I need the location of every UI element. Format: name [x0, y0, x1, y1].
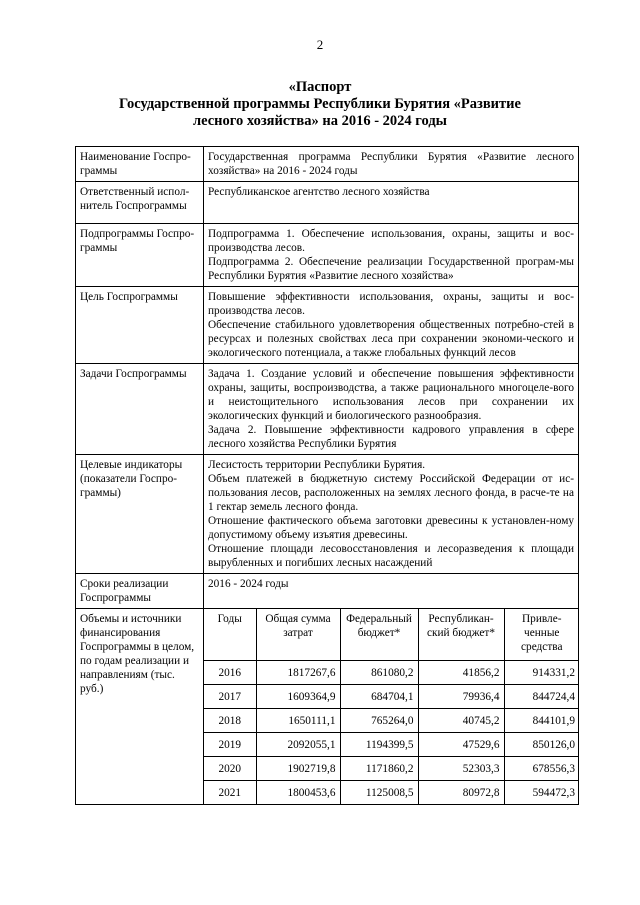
value-line: Государственная программа Республики Бурятия «Развитие лесного хозяйства» на 2016 - 2024 годы	[208, 151, 574, 177]
cell-republic: 47529,6	[418, 733, 504, 757]
passport-table	[75, 146, 579, 805]
row-terms	[76, 574, 579, 609]
cell-total: 2092055,1	[256, 733, 340, 757]
value-program-name	[204, 147, 579, 182]
label-responsible: Ответственный испол-нитель Госпрограммы	[76, 182, 204, 224]
page-number: 2	[316, 37, 324, 52]
cell-federal: 1125008,5	[340, 781, 418, 805]
value-line: Лесистость территории Республики Бурятия.	[208, 459, 426, 471]
label-tasks: Задачи Госпрограммы	[76, 364, 204, 455]
table-row	[204, 661, 579, 685]
cell-year: 2021	[204, 781, 256, 805]
value-line: 2016 - 2024 годы	[208, 578, 289, 590]
value-subprograms	[204, 224, 579, 287]
cell-total: 1800453,6	[256, 781, 340, 805]
cell-federal: 684704,1	[340, 685, 418, 709]
value-line: Повышение эффективности использования, охраны, защиты и вос-производства лесов.	[208, 291, 574, 317]
cell-year: 2017	[204, 685, 256, 709]
row-indicators	[76, 455, 579, 574]
cell-republic: 80972,8	[418, 781, 504, 805]
value-responsible	[204, 182, 579, 224]
header-republic: Республикан-ский бюджет*	[418, 609, 504, 661]
title-line-1: «Паспорт	[288, 79, 352, 95]
cell-republic: 52303,3	[418, 757, 504, 781]
cell-federal: 1171860,2	[340, 757, 418, 781]
cell-attracted: 678556,3	[504, 757, 579, 781]
header-attracted: Привле-ченные средства	[504, 609, 579, 661]
cell-republic: 40745,2	[418, 709, 504, 733]
finance-cell	[204, 609, 579, 805]
finance-header-row	[204, 609, 579, 661]
document-title	[60, 79, 580, 130]
label-finance: Объемы и источники финансирования Госпрограммы в целом, по годам реализации и направлениям (тыс. руб.)	[76, 609, 204, 805]
value-terms	[204, 574, 579, 609]
value-line: Подпрограмма 2. Обеспечение реализации Государственной програм-мы Республики Бурятия «Развитие лесного хозяйства»	[208, 256, 574, 282]
cell-total: 1817267,6	[256, 661, 340, 685]
cell-year: 2019	[204, 733, 256, 757]
cell-year: 2016	[204, 661, 256, 685]
finance-table	[204, 609, 579, 804]
value-line: Задача 2. Повышение эффективности кадрового управления в сфере лесного хозяйства Республики Бурятия	[208, 424, 574, 450]
cell-total: 1650111,1	[256, 709, 340, 733]
title-line-3: лесного хозяйства» на 2016 - 2024 годы	[192, 113, 448, 129]
label-program-name: Наименование Госпро-граммы	[76, 147, 204, 182]
row-goal	[76, 287, 579, 364]
cell-attracted: 844724,4	[504, 685, 579, 709]
cell-attracted: 844101,9	[504, 709, 579, 733]
value-line: Отношение площади лесовосстановления и лесоразведения к площади вырубленных и погибших лесных насаждений	[208, 543, 574, 569]
value-line: Подпрограмма 1. Обеспечение использования, охраны, защиты и вос-производства лесов.	[208, 228, 574, 254]
cell-attracted: 594472,3	[504, 781, 579, 805]
header-years: Годы	[204, 609, 256, 661]
value-line: Республиканское агентство лесного хозяйства	[208, 186, 430, 198]
label-indicators: Целевые индикаторы (показатели Госпро-граммы)	[76, 455, 204, 574]
title-line-2: Государственной программы Республики Бурятия «Развитие	[119, 96, 521, 112]
cell-republic: 79936,4	[418, 685, 504, 709]
cell-total: 1902719,8	[256, 757, 340, 781]
cell-republic: 41856,2	[418, 661, 504, 685]
cell-attracted: 850126,0	[504, 733, 579, 757]
row-tasks	[76, 364, 579, 455]
cell-federal: 1194399,5	[340, 733, 418, 757]
cell-attracted: 914331,2	[504, 661, 579, 685]
value-line: Отношение фактического объема заготовки древесины к установлен-ному допустимому объему изъятия древесины.	[208, 515, 574, 541]
cell-year: 2018	[204, 709, 256, 733]
row-finance	[76, 609, 579, 805]
table-row	[204, 757, 579, 781]
value-tasks	[204, 364, 579, 455]
label-terms: Сроки реализации Госпрограммы	[76, 574, 204, 609]
value-line: Обеспечение стабильного удовлетворения общественных потребно-стей в ресурсах и полезных свойствах леса при сохранении экономи-ческого и экологического потенциала, а также глобальных функций лесов	[208, 319, 574, 359]
value-line: Задача 1. Создание условий и обеспечение повышения эффективности охраны, защиты, воспроизводства, а также рационального многоцеле-вого и неистощительного использования лесов при сохранении их экологических функций и биологического разнообразия.	[208, 368, 574, 422]
label-goal: Цель Госпрограммы	[76, 287, 204, 364]
cell-federal: 861080,2	[340, 661, 418, 685]
label-subprograms: Подпрограммы Госпро-граммы	[76, 224, 204, 287]
table-row	[204, 685, 579, 709]
row-responsible	[76, 182, 579, 224]
value-indicators	[204, 455, 579, 574]
table-row	[204, 781, 579, 805]
row-program-name	[76, 147, 579, 182]
table-row	[204, 733, 579, 757]
row-subprograms	[76, 224, 579, 287]
cell-year: 2020	[204, 757, 256, 781]
cell-total: 1609364,9	[256, 685, 340, 709]
value-goal	[204, 287, 579, 364]
table-row	[204, 709, 579, 733]
value-line: Объем платежей в бюджетную систему Российской Федерации от ис-пользования лесов, расположенных на землях лесного фонда, в расче-те на 1 гектар земель лесного фонда.	[208, 473, 574, 513]
header-total: Общая сумма затрат	[256, 609, 340, 661]
cell-federal: 765264,0	[340, 709, 418, 733]
header-federal: Федеральный бюджет*	[340, 609, 418, 661]
